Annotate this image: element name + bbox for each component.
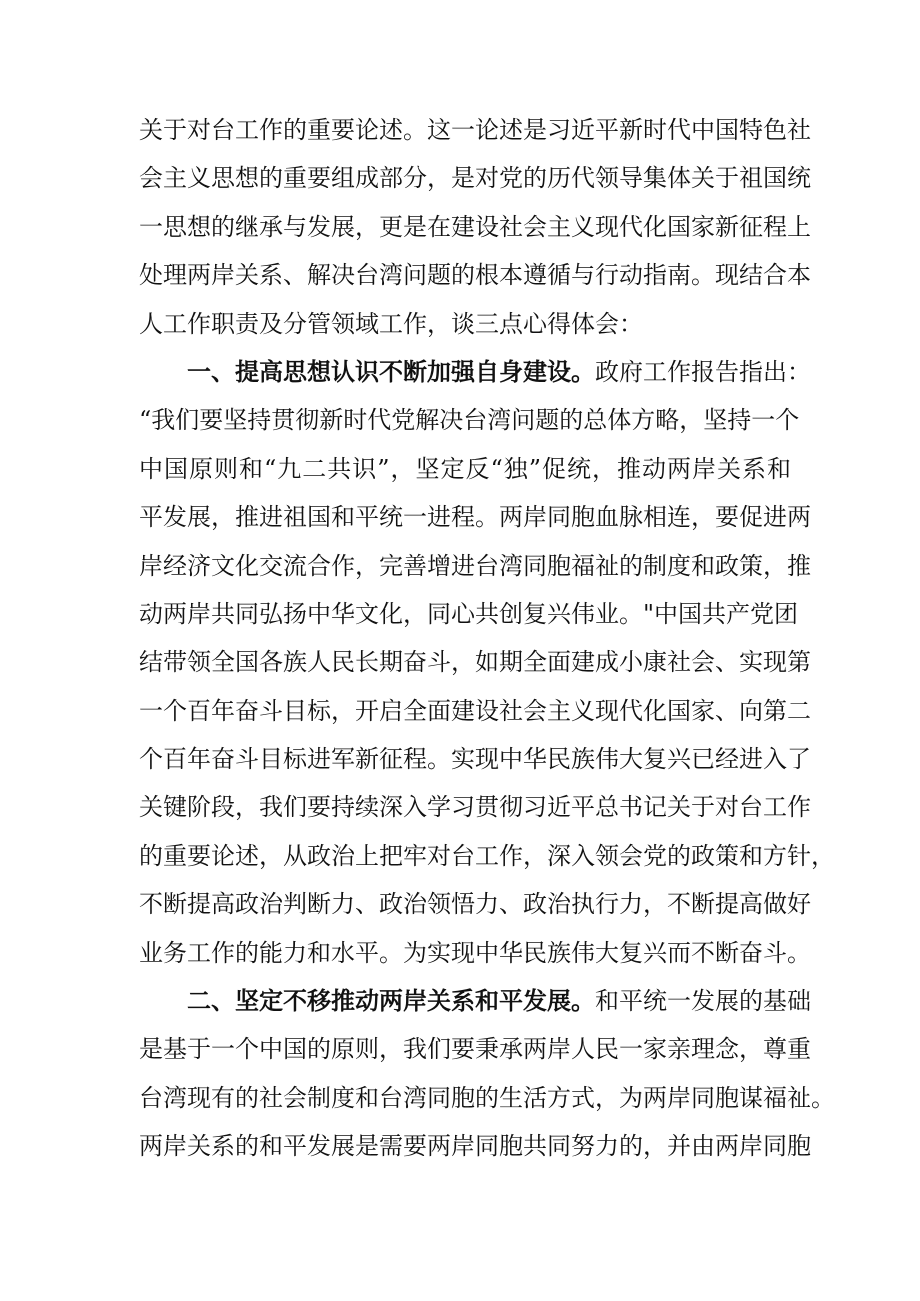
section-two	[139, 977, 835, 1171]
text-line: 处理两岸关系、解决台湾问题的根本遵循与行动指南。现结合本	[139, 261, 811, 290]
section-two-intro: 和平统一发展的基础	[595, 987, 811, 1016]
section-one-heading: 一、提高思想认识不断加强自身建设。	[187, 356, 595, 386]
document-body	[139, 106, 835, 1171]
text-line: 台湾现有的社会制度和台湾同胞的生活方式，为两岸同胞谋福祉。	[139, 1083, 835, 1112]
text-line: 的重要论述，从政治上把牢对台工作，深入领会党的政策和方针，	[139, 841, 835, 870]
section-two-first-line	[139, 977, 811, 1025]
text-line: 结带领全国各族人民长期奋斗，如期全面建成小康社会、实现第	[139, 648, 811, 677]
text-line: 会主义思想的重要组成部分，是对党的历代领导集体关于祖国统	[139, 164, 811, 193]
text-line: 是基于一个中国的原则，我们要秉承两岸人民一家亲理念，尊重	[139, 1035, 811, 1064]
text-line: 平发展，推进祖国和平统一进程。两岸同胞血脉相连，要促进两	[139, 503, 811, 532]
text-line: 岸经济文化交流合作，完善增进台湾同胞福祉的制度和政策，推	[139, 551, 811, 580]
text-line: 人工作职责及分管领域工作，谈三点心得体会：	[139, 309, 643, 338]
text-line: 不断提高政治判断力、政治领悟力、政治执行力，不断提高做好	[139, 890, 811, 919]
text-line: 中国原则和“九二共识”，坚定反“独”促统，推动两岸关系和	[139, 454, 791, 483]
text-line: 一思想的继承与发展，更是在建设社会主义现代化国家新征程上	[139, 212, 811, 241]
text-line: “我们要坚持贯彻新时代党解决台湾问题的总体方略，坚持一个	[139, 406, 800, 435]
text-line: 关键阶段，我们要持续深入学习贯彻习近平总书记关于对台工作	[139, 793, 811, 822]
text-line: 关于对台工作的重要论述。这一论述是习近平新时代中国特色社	[139, 116, 811, 144]
paragraph-intro	[139, 106, 811, 348]
text-line: 两岸关系的和平发展是需要两岸同胞共同努力的，并由两岸同胞	[139, 1132, 811, 1161]
section-one-first-line	[139, 348, 811, 396]
text-line: 业务工作的能力和水平。为实现中华民族伟大复兴而不断奋斗。	[139, 938, 811, 967]
section-one-intro: 政府工作报告指出：	[595, 357, 811, 386]
text-line: 一个百年奋斗目标，开启全面建设社会主义现代化国家、向第二	[139, 696, 811, 725]
section-two-heading: 二、坚定不移推动两岸关系和平发展。	[187, 986, 595, 1016]
text-line: 动两岸共同弘扬中华文化，同心共创复兴伟业。"中国共产党团	[139, 599, 799, 628]
text-line: 个百年奋斗目标进军新征程。实现中华民族伟大复兴已经进入了	[139, 745, 811, 774]
section-one	[139, 348, 835, 977]
